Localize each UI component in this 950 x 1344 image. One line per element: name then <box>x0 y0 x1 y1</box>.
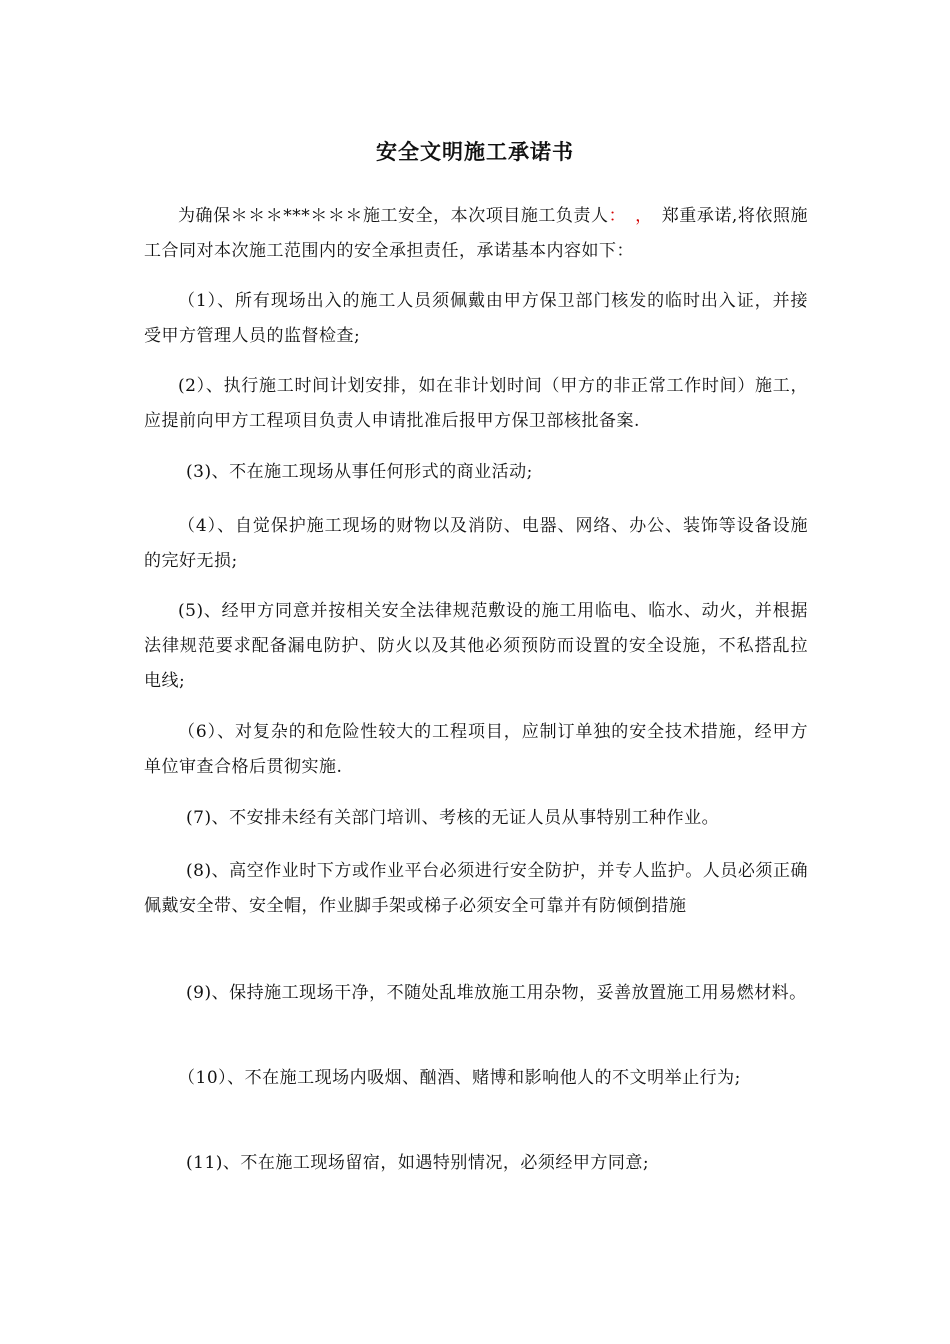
clause-10: （10）、不在施工现场内吸烟、酗酒、赌博和影响他人的不文明举止行为; <box>178 1068 741 1088</box>
document-title: 安全文明施工承诺书 <box>376 139 574 164</box>
clause-5: (5)、经甲方同意并按相关安全法律规范敷设的施工用临电、临水、动火，并根据法律规范要求配备漏电防护、防火以及其他必须预防而设置的安全设施，不私搭乱拉电线; <box>144 601 808 691</box>
clause-7: (7)、不安排未经有关部门培训、考核的无证人员从事特别工种作业。 <box>186 808 720 828</box>
clause-6: （6）、对复杂的和危险性较大的工程项目，应制订单独的安全技术措施，经甲方单位审查合格后贯彻实施. <box>144 722 808 777</box>
clause-8: (8)、高空作业时下方或作业平台必须进行安全防护，并专人监护。人员必须正确佩戴安全带、安全帽，作业脚手架或梯子必须安全可靠并有防倾倒措施 <box>144 861 808 916</box>
intro-paragraph <box>144 199 808 269</box>
clause-11: (11)、不在施工现场留宿，如遇特别情况，必须经甲方同意; <box>186 1153 650 1173</box>
intro-text-part1: 为确保＊＊＊***＊＊＊施工安全，本次项目施工负责人 <box>178 206 609 226</box>
intro-blank-highlight: ： ， <box>608 206 645 226</box>
clause-4: （4）、自觉保护施工现场的财物以及消防、电器、网络、办公、装饰等设备设施的完好无损; <box>144 516 808 571</box>
clause-1: （1）、所有现场出入的施工人员须佩戴由甲方保卫部门核发的临时出入证，并接受甲方管理人员的监督检查; <box>144 291 808 346</box>
clause-2: (2）、执行施工时间计划安排，如在非计划时间（甲方的非正常工作时间）施工，应提前向甲方工程项目负责人申请批准后报甲方保卫部核批备案. <box>144 376 808 431</box>
intro-text-part2: 郑重承诺,将依照施工合同对本次施工范围内的安全承担责任，承诺基本内容如下： <box>144 206 809 261</box>
clause-9: (9)、保持施工现场干净，不随处乱堆放施工用杂物，妥善放置施工用易燃材料。 <box>186 983 807 1003</box>
clause-3: (3)、不在施工现场从事任何形式的商业活动; <box>186 462 533 482</box>
